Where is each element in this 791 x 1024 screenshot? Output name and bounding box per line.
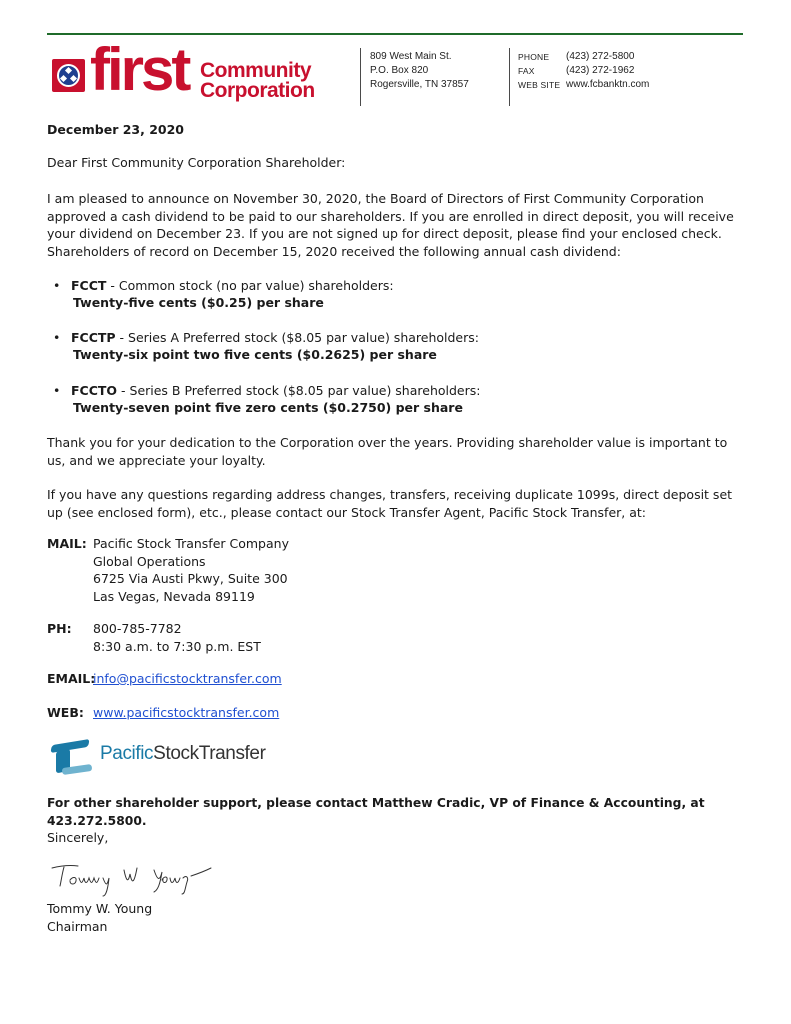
stock-symbol: FCCTP: [71, 330, 116, 345]
header-divider: [360, 48, 361, 106]
mail-label: MAIL:: [47, 536, 87, 551]
logo-word-corporation: Corporation: [200, 79, 315, 102]
contact-label: FAX: [518, 66, 535, 76]
tennessee-seal-icon: [52, 59, 85, 92]
stock-symbol: FCCTO: [71, 383, 118, 398]
contact-row-fax: [518, 64, 649, 78]
stock-symbol: FCCT: [71, 278, 107, 293]
contact-label: PHONE: [518, 52, 550, 62]
email-label: EMAIL:: [47, 671, 96, 686]
logo-word-community: Community: [200, 59, 311, 82]
header-divider: [509, 48, 510, 106]
closing: Sincerely,: [47, 830, 109, 845]
top-rule: [47, 33, 743, 35]
bullet-icon: •: [53, 330, 61, 345]
address-line: P.O. Box 820: [370, 65, 429, 76]
contact-row-phone: [518, 50, 649, 64]
dividend-amount: Twenty-five cents ($0.25) per share: [73, 295, 324, 310]
support-note: For other shareholder support, please contact Matthew Cradic, VP of Finance & Accounting, at 423.272.5800.: [47, 796, 705, 828]
contact-value: (423) 272-5800: [566, 51, 635, 62]
phone-hours: 8:30 a.m. to 7:30 p.m. EST: [93, 638, 261, 654]
paragraph-announcement: I am pleased to announce on November 30, 2020, the Board of Directors of First Community Corporation approved a cash dividend to be paid to our shareholders. If you are enrolled in direct deposit, you will receive your dividend on December 23. If you are not signed up for direct deposit, please find your enclosed check. Shareholders of record on December 15, 2020 received the following annual cash dividend:: [47, 191, 734, 259]
signature: [46, 858, 226, 898]
paragraph-thanks: Thank you for your dedication to the Corporation over the years. Providing shareholder value is important to us, and we appreciate your loyalty.: [47, 435, 728, 468]
contact-value: (423) 272-1962: [566, 65, 635, 76]
pst-logo-word: Pacific: [100, 743, 154, 764]
contact-value: www.fcbanktn.com: [566, 79, 650, 90]
pacific-stock-transfer-logo: [50, 736, 280, 778]
contact-label: WEB SITE: [518, 80, 561, 90]
mail-line: Global Operations: [93, 553, 206, 569]
email-link[interactable]: info@pacificstocktransfer.com: [93, 671, 282, 686]
phone-label: PH:: [47, 621, 72, 636]
phone-number: 800-785-7782: [93, 621, 182, 636]
address-line: Rogersville, TN 37857: [370, 79, 469, 90]
mail-line: 6725 Via Austi Pkwy, Suite 300: [93, 571, 288, 586]
signer-name: Tommy W. Young: [47, 901, 153, 916]
web-label: WEB:: [47, 705, 84, 720]
mail-line: Las Vegas, Nevada 89119: [93, 588, 255, 604]
first-community-logo: [50, 36, 330, 107]
paragraph-questions: If you have any questions regarding address changes, transfers, receiving duplicate 1099s, direct deposit set up (see enclosed form), etc., please contact our Stock Transfer Agent, Pacific Stock Transfer, at:: [47, 487, 733, 520]
contact-row-website: [518, 78, 649, 92]
mailing-address: [370, 50, 469, 92]
contact-info: [518, 50, 649, 92]
stock-description: - Series B Preferred stock ($8.05 par value) shareholders:: [117, 383, 481, 398]
mail-line: Pacific Stock Transfer Company: [93, 536, 289, 551]
salutation: Dear First Community Corporation Shareholder:: [47, 155, 346, 170]
stock-description: - Series A Preferred stock ($8.05 par value) shareholders:: [115, 330, 479, 345]
bullet-icon: •: [53, 383, 61, 398]
letter-date: December 23, 2020: [47, 122, 184, 137]
bullet-icon: •: [53, 278, 61, 293]
address-line: 809 West Main St.: [370, 51, 452, 62]
dividend-amount: Twenty-seven point five zero cents ($0.2750) per share: [73, 400, 463, 415]
pst-logo-word: StockTransfer: [153, 743, 266, 764]
logo-word: first: [90, 36, 189, 103]
signer-title: Chairman: [47, 919, 108, 934]
signer-block: [47, 900, 747, 936]
dividend-amount: Twenty-six point two five cents ($0.2625) per share: [73, 347, 437, 362]
stock-description: - Common stock (no par value) shareholders:: [106, 278, 394, 293]
website-link[interactable]: www.pacificstocktransfer.com: [93, 705, 280, 720]
